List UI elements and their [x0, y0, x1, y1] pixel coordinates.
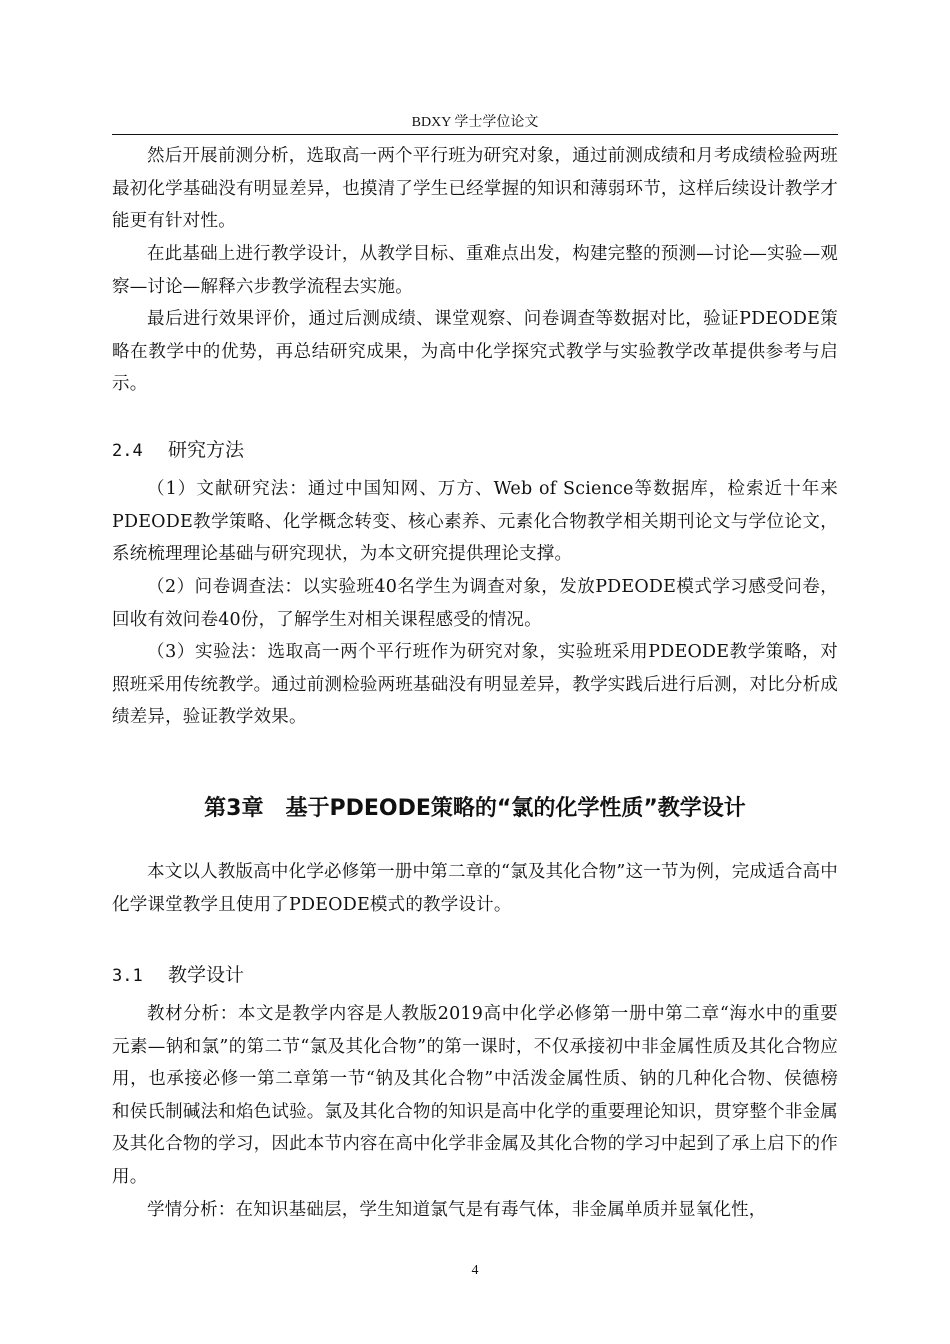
paragraph-experiment-method: （3）实验法：选取高一两个平行班作为研究对象，实验班采用PDEODE教学策略，对照班采用传统教学。通过前测检验两班基础没有明显差异，教学实践后进行后测，对比分析成绩差异，验证教学效果。: [112, 642, 838, 728]
paragraph-learner-analysis: 学情分析：在知识基础层，学生知道氯气是有毒气体，非金属单质并显氧化性，: [147, 1200, 767, 1220]
paragraph-textbook-analysis: 教材分析：本文是教学内容是人教版2019高中化学必修第一册中第二章“海水中的重要元素—钠和氯”的第二节“氯及其化合物”的第一课时，不仅承接初中非金属性质及其化合物应用，也承接必修一第二章第一节“钠及其化合物”中活泼金属性质、钠的几种化合物、侯德榜和侯氏制碱法和焰色试验。氯及其化合物的知识是高中化学的重要理论知识，贯穿整个非金属及其化合物的学习，因此本节内容在高中化学非金属及其化合物的学习中起到了承上启下的作用。: [112, 1004, 838, 1187]
paragraph-chapter-intro: 本文以人教版高中化学必修第一册中第二章的“氯及其化合物”这一节为例，完成适合高中化学课堂教学且使用了PDEODE模式的教学设计。: [112, 862, 838, 915]
header-rule: [112, 134, 838, 135]
paragraph-effect-evaluation: 最后进行效果评价，通过后测成绩、课堂观察、问卷调查等数据对比，验证PDEODE策略在教学中的优势，再总结研究成果，为高中化学探究式教学与实验教学改革提供参考与启示。: [112, 309, 838, 395]
section-number: 2.4: [112, 441, 143, 461]
running-header: BDXY 学士学位论文: [411, 115, 539, 130]
paragraph-questionnaire-method: （2）问卷调查法：以实验班40名学生为调查对象，发放PDEODE模式学习感受问卷，回收有效问卷40份，了解学生对相关课程感受的情况。: [112, 577, 838, 630]
section-heading-2-4: [112, 437, 244, 464]
paragraph-literature-method: （1）文献研究法：通过中国知网、万方、Web of Science等数据库，检索近十年来PDEODE教学策略、化学概念转变、核心素养、元素化合物教学相关期刊论文与学位论文，系统梳理理论基础与研究现状，为本文研究提供理论支撑。: [112, 479, 838, 565]
chapter-title: 第3章 基于PDEODE策略的“氯的化学性质”教学设计: [204, 796, 746, 821]
section-title: 教学设计: [168, 964, 245, 986]
section-number: 3.1: [112, 966, 143, 986]
paragraph-pretest-analysis: 然后开展前测分析，选取高一两个平行班为研究对象，通过前测成绩和月考成绩检验两班最初化学基础没有明显差异，也摸清了学生已经掌握的知识和薄弱环节，这样后续设计教学才能更有针对性。: [112, 146, 838, 232]
page-number: 4: [471, 1263, 479, 1278]
paragraph-teaching-design: 在此基础上进行教学设计，从教学目标、重难点出发，构建完整的预测—讨论—实验—观察—讨论—解释六步教学流程去实施。: [112, 244, 838, 297]
section-heading-3-1: [112, 962, 244, 989]
section-title: 研究方法: [168, 439, 245, 461]
